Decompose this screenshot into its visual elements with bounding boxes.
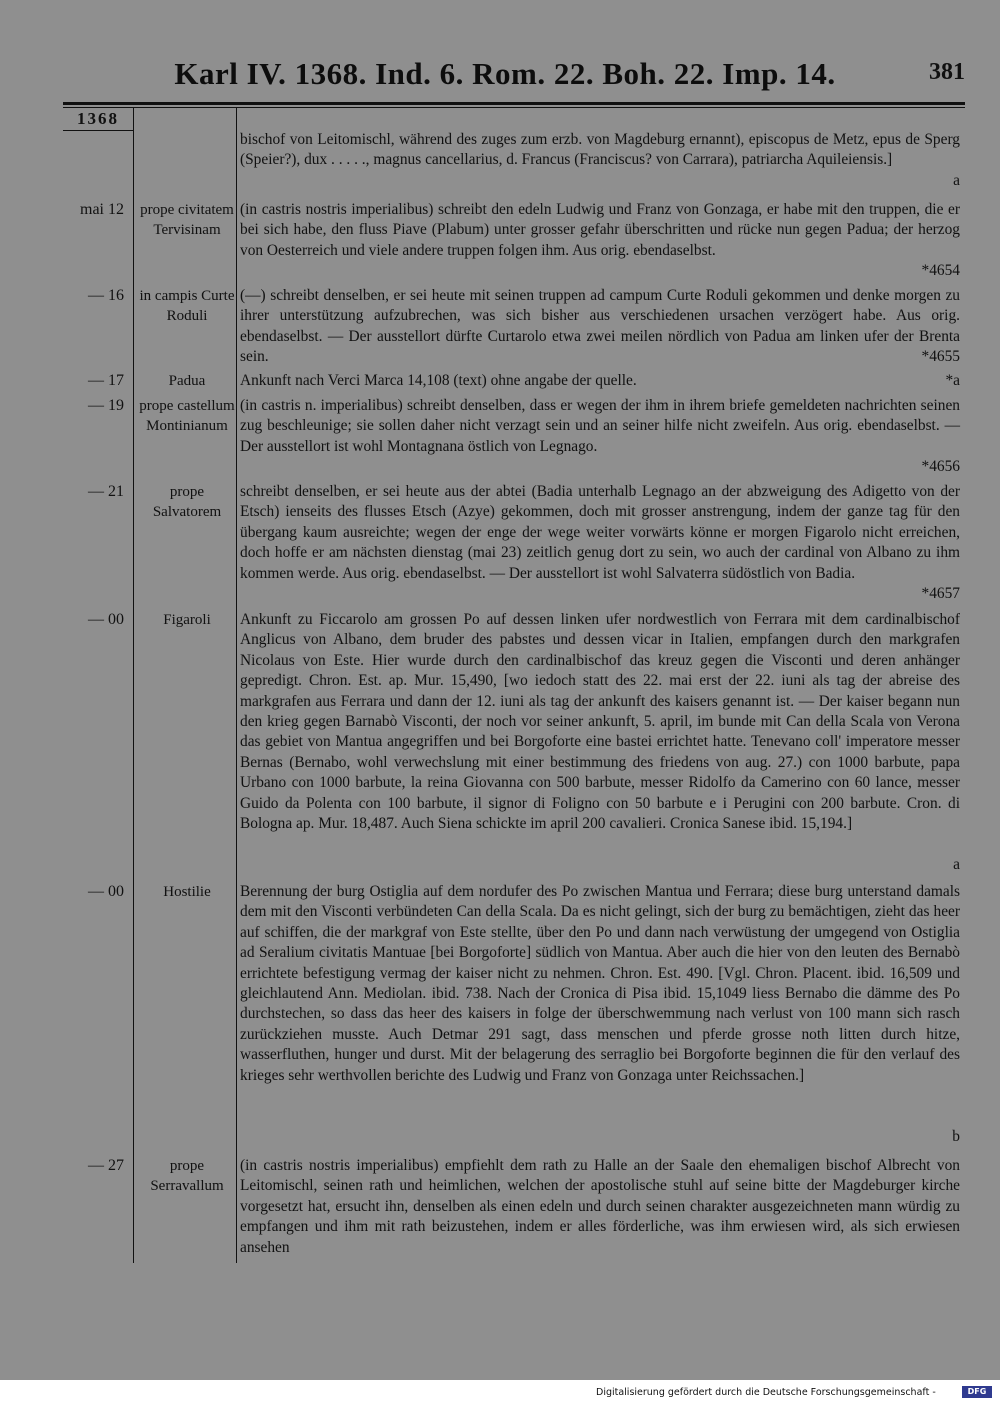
entry-date: — 21 — [88, 483, 124, 500]
entry-place: Padua — [168, 373, 206, 389]
entry-text: Ankunft nach Verci Marca 14,108 (text) ohne angabe der quelle. — [240, 372, 637, 389]
regest-entry — [60, 371, 965, 392]
entry-date: — 19 — [88, 397, 124, 414]
regest-entry — [60, 130, 965, 192]
entry-date: — 16 — [88, 287, 124, 304]
regest-entry — [60, 882, 965, 1150]
regest-entry — [60, 200, 965, 282]
entry-number: a — [953, 856, 960, 873]
entry-text: Ankunft zu Ficcarolo am grossen Po auf dessen linken ufer nordwestlich von Ferrara mit dem cardinalbischof Anglicus von Albano, dem bruder des pabstes und dessen vicar in Italien, empfangen durch den markgrafen Nicolaus von Este. Hier wurde durch den cardinalbischof das kreuz gegen die Visconti und deren anhänger gepredigt. Chron. Est. ap. Mur. 15,490, [wo iedoch statt des 22. mai erst der 22. iuni als tag der abreise des markgrafen aus Ferrara und dann der 12. iuni als tag der ankunft des kaisers genannt ist. — Der kaiser begann nun den krieg gegen Barnabò Visconti, der noch vor seiner ankunft, 5. april, im bunde mit Can della Scala von Verona das gebiet von Mantua angegriffen und bei Borgoforte eine bastei errichtet hatte. Tenevano coll' imperatore messer Bernas (Bernabo, wohl verwechslung mit einer bestimmung des friedens von aug. 27.) con 1000 barbute, papa Urbano con 1000 barbute, la reina Giovanna con 500 barbute, messer Ridolfo da Camerino con 60 lance, messer Guido da Polenta con 100 barbute, il signor di Foligno con 50 barbute e i Perugini con 200 barbute. Cron. di Bologna ap. Mur. 18,487. Auch Siena schickte im april 200 cavalieri. Cronica Sanese ibid. 15,194.] — [240, 611, 960, 833]
header-rule-thick — [63, 102, 965, 105]
entry-text: (in castris nostris imperialibus) empfiehlt dem rath zu Halle an der Saale den ehemaligen bischof Albrecht von Leitomischl, seinen rath und heimlichen, welchen der apostolische stuhl auf seine bitte der Magdeburger kirche vorgesetzt hat, ersucht ihn, denselben als einen edeln und durch seinen charakter ausgezeichneten mann würdig zu empfangen und ihm mit rath beizustehen, indem er alles förderliche, was ihm erwiesen wird, als sich erwiesen ansehen — [240, 1157, 960, 1256]
entry-date: — 27 — [88, 1157, 124, 1174]
entry-place: Hostilie — [163, 884, 211, 900]
entry-date: — 17 — [88, 372, 124, 389]
entry-number: *4654 — [921, 262, 960, 279]
entry-place: prope civitatem Tervisinam — [140, 202, 234, 239]
entry-place: prope castellum Montinianum — [139, 398, 235, 435]
dfg-logo: DFG — [962, 1386, 992, 1398]
page-title: Karl IV. 1368. Ind. 6. Rom. 22. Boh. 22. Imp. 14. — [174, 56, 836, 91]
entry-number: *a — [945, 372, 960, 389]
entry-date: mai 12 — [80, 201, 124, 218]
entry-text: bischof von Leitomischl, während des zuges zum erzb. von Magdeburg ernannt), episcopus de Metz, epus de Sperg (Speier?), dux . . . . ., magnus cancellarius, d. Francus (Franciscus? von Carrara), patriarcha Aquileiensis.] — [240, 131, 960, 169]
regest-entry — [60, 396, 965, 478]
running-header — [60, 56, 965, 96]
entry-place: prope Serravallum — [150, 1158, 224, 1195]
year-label: 1368 — [63, 108, 133, 131]
entry-text: (in castris n. imperialibus) schreibt denselben, dass er wegen der ihm in ihrem briefe gemeldeten nachrichten seinen zug beschleunige; sie sollen daher nicht verzagt sein und an seiner hilfe nicht zweifeln. Aus orig. ebendaselbst. — Der ausstellort ist wohl Montagnana östlich von Legnago. — [240, 397, 960, 455]
page-number: 381 — [929, 59, 965, 85]
entry-place: in campis Curte Roduli — [139, 288, 235, 325]
digitization-credit: Digitalisierung gefördert durch die Deutsche Forschungsgemeinschaft - — [596, 1387, 936, 1398]
entry-number: *4655 — [921, 348, 960, 365]
regest-entry — [60, 1156, 965, 1261]
regest-entry — [60, 286, 965, 368]
entry-number: *4657 — [921, 585, 960, 602]
entry-place: prope Salvatorem — [152, 484, 222, 521]
entry-place: Figaroli — [163, 612, 211, 628]
entry-text: (in castris nostris imperialibus) schreibt den edeln Ludwig und Franz von Gonzaga, er habe mit den truppen, die er bei sich habe, den fluss Piave (Plabum) unter grosser gefahr überschritten und rücke nun gegen Padua; der herzog von Oesterreich und viele andere truppen folgen ihm. Aus orig. ebendaselbst. — [240, 201, 960, 259]
entry-text: (—) schreibt denselben, er sei heute mit seinen truppen ad campum Curte Roduli gekommen und denke morgen zu ihrer unterstützung aufzubrechen, was sich bisher aus verschiedenen ursachen verzögert habe. Aus orig. ebendaselbst. — Der ausstellort dürfte Curtarolo etwa zwei meilen nördlich von Padua am linken ufer der Brenta sein. — [240, 287, 960, 366]
header-rule-thin — [63, 107, 965, 108]
entry-text: schreibt denselben, er sei heute aus der abtei (Badia unterhalb Legnago an der abzweigung des Adigetto von der Etsch) ienseits des flusses Etsch (Azye) gekommen, doch mit grosser anstrengung, indem der ganze tag für den übergang kaum ausreichte; wegen der enge der wege weiter vorwärts könne er morgen Figarolo nicht erreichen, doch hoffe er am nächsten dienstag (mai 23) zeitlich genug dort zu sein, wo auch der cardinal von Albano zu ihm kommen werde. Aus orig. ebendaselbst. — Der ausstellort ist wohl Salvaterra südöstlich von Badia. — [240, 483, 960, 582]
regest-entry — [60, 610, 965, 878]
entry-date: — 00 — [88, 883, 124, 900]
entry-number: a — [953, 172, 960, 189]
entry-text: Berennung der burg Ostiglia auf dem nordufer des Po zwischen Mantua und Ferrara; diese burg unterstand damals dem mit den Visconti verbündeten Can della Scala. Da es nicht gelingt, sich der burg zu bemächtigen, zieht das heer auf schiffen, die der markgraf von Este stellte, über den Po und dann nach verwüstung der umgegend von Ostiglia ad Seralium civitatis Mantuae [bei Borgoforte] südlich von Mantua. Aber auch die hier von den leuten des Bernabò errichtete befestigung vermag der kaiser nicht zu nehmen. Chron. Est. 490. [Vgl. Chron. Placent. ibid. 16,509 und gleichlautend Ann. Mediolan. ibid. 738. Nach der Cronica di Pisa ibid. 15,1049 liess Bernabo die dämme des Po durchstechen, so dass das heer des kaisers in folge der überschwemmung nach verlust von 100 mann sich rasch zurückziehen musste. Auch Detmar 291 sagt, dass menschen und pferde grosse noth litten durch hitze, wasserfluthen, hunger und durst. Mit der belagerung des serraglio bei Borgoforte beginnen die für den verlauf des krieges sehr werthvollen berichte des Ludwig und Franz von Gonzaga unter Reichssachen.] — [240, 883, 960, 1084]
entry-date: — 00 — [88, 611, 124, 628]
regest-entry — [60, 482, 965, 606]
entry-number: *4656 — [921, 458, 960, 475]
entry-number: b — [952, 1128, 960, 1145]
